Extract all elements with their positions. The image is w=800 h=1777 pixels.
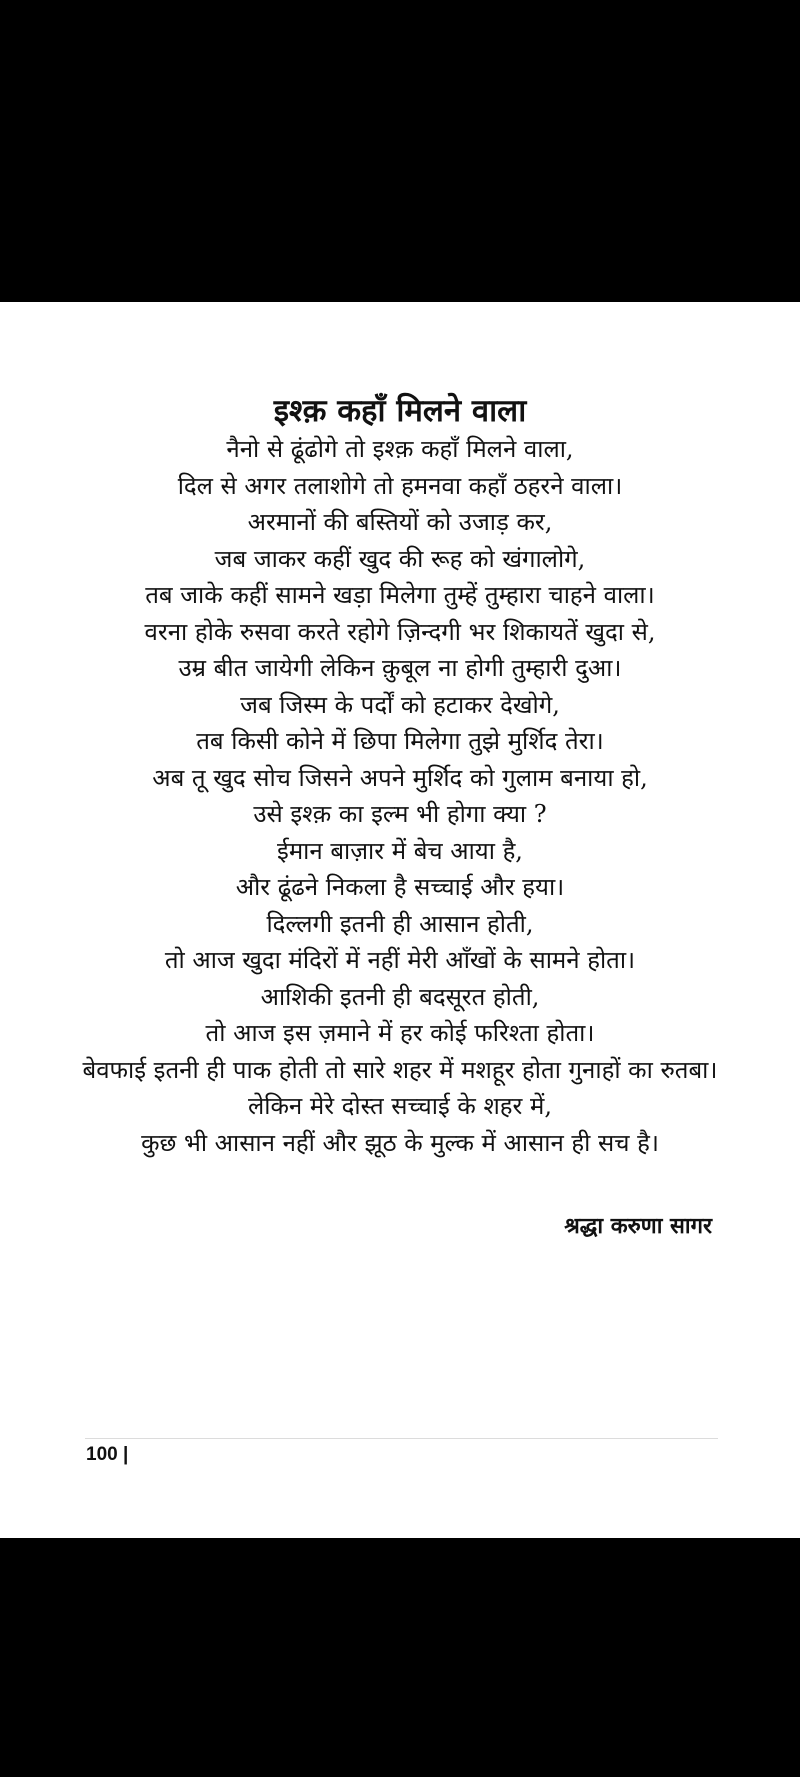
poem-line: उसे इश्क़ का इल्म भी होगा क्या ?: [253, 800, 547, 828]
poem-line: नैनो से ढूंढोगे तो इश्क़ कहाँ मिलने वाला,: [226, 435, 574, 463]
poem-title: इश्क़ कहाँ मिलने वाला: [273, 393, 527, 429]
poem-line: ईमान बाज़ार में बेच आया है,: [277, 836, 523, 865]
poem-line: अब तू खुद सोच जिसने अपने मुर्शिद को गुलाम बनाया हो,: [152, 763, 648, 792]
poem-line: तब किसी कोने में छिपा मिलेगा तुझे मुर्शिद तेरा।: [196, 727, 604, 755]
poem-line: तो आज इस ज़माने में हर कोई फरिश्ता होता।: [205, 1019, 595, 1047]
poem-line: अरमानों की बस्तियों को उजाड़ कर,: [247, 508, 553, 536]
poem-line: लेकिन मेरे दोस्त सच्चाई के शहर में,: [248, 1092, 552, 1120]
poem: [70, 389, 730, 1161]
page-number: 100 |: [86, 1444, 129, 1465]
book-page: [0, 302, 800, 1538]
poem-line: दिल से अगर तलाशोगे तो हमनवा कहाँ ठहरने वाला।: [177, 471, 623, 500]
poem-line: दिल्लगी इतनी ही आसान होती,: [266, 909, 534, 938]
poem-line: उम्र बीत जायेगी लेकिन क़ुबूल ना होगी तुम्हारी दुआ।: [178, 654, 622, 682]
poem-line: जब जाकर कहीं खुद की रूह को खंगालोगे,: [214, 544, 586, 573]
poem-author: श्रद्धा करुणा सागर: [564, 1214, 712, 1239]
poem-line: और ढूंढने निकला है सच्चाई और हया।: [235, 873, 565, 901]
footer-divider: [85, 1438, 718, 1439]
poem-line: बेवफाई इतनी ही पाक होती तो सारे शहर में मशहूर होता गुनाहों का रुतबा।: [82, 1055, 718, 1084]
poem-line: जब जिस्म के पर्दों को हटाकर देखोगे,: [240, 690, 560, 719]
poem-line: तब जाके कहीं सामने खड़ा मिलेगा तुम्हें तुम्हारा चाहने वाला।: [145, 581, 655, 609]
poem-line: तो आज खुदा मंदिरों में नहीं मेरी आँखों के सामने होता।: [164, 946, 636, 974]
poem-line: आशिकी इतनी ही बदसूरत होती,: [260, 982, 540, 1011]
poem-line: वरना होके रुसवा करते रहोगे ज़िन्दगी भर शिकायतें खुदा से,: [144, 617, 656, 646]
poem-line: कुछ भी आसान नहीं और झूठ के मुल्क में आसान ही सच है।: [141, 1128, 659, 1157]
